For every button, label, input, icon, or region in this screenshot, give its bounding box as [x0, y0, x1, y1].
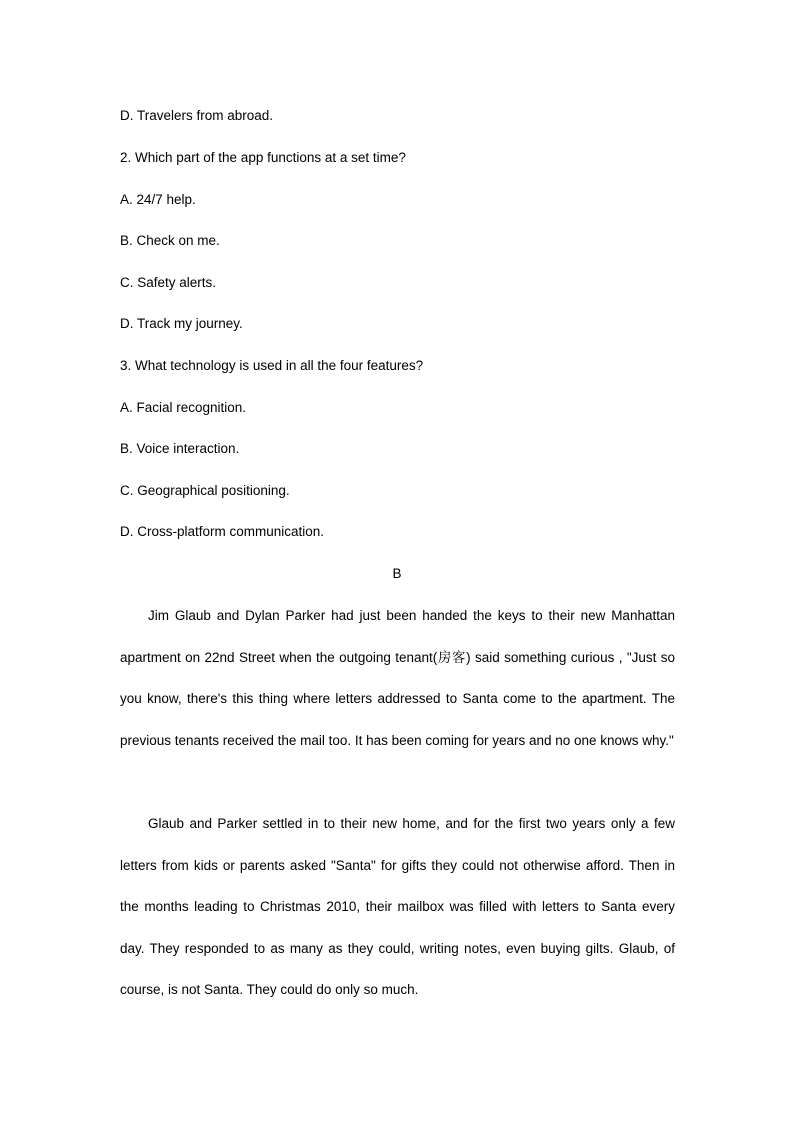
- option-c-geographical-positioning: C. Geographical positioning.: [120, 483, 290, 498]
- paragraph-2: Glaub and Parker settled in to their new home, and for the first two years only a few letters from kids or parents asked "Santa" for gifts they could not otherwise afford. Then in the months leading to Christmas 2010, their mailbox was filled with letters to Santa every day. They responded to as many as they could, writing notes, even buying gilts. Glaub, of course, is not Santa. They could do only so much.: [120, 816, 675, 998]
- option-d-travelers: D. Travelers from abroad.: [120, 108, 274, 123]
- option-b-voice-interaction: B. Voice interaction.: [120, 441, 240, 456]
- paragraph-1: Jim Glaub and Dylan Parker had just been handed the keys to their new Manhattan apartment on 22nd Street when the outgoing tenant(房客) said something curious , "Just so you know, there's this thing where letters addressed to Santa come to the apartment. The previous tenants received the mail too. It has been coming for years and no one knows why.": [120, 608, 675, 748]
- option-d-track-journey: D. Track my journey.: [120, 316, 243, 331]
- question-2: 2. Which part of the app functions at a set time?: [120, 150, 406, 165]
- option-b-check-on-me: B. Check on me.: [120, 233, 220, 248]
- option-a-24-7-help: A. 24/7 help.: [120, 192, 196, 207]
- section-heading: B: [392, 566, 402, 581]
- question-3: 3. What technology is used in all the four features?: [120, 358, 424, 373]
- option-c-safety-alerts: C. Safety alerts.: [120, 275, 217, 290]
- option-d-cross-platform: D. Cross-platform communication.: [120, 524, 325, 539]
- option-a-facial-recognition: A. Facial recognition.: [120, 400, 247, 415]
